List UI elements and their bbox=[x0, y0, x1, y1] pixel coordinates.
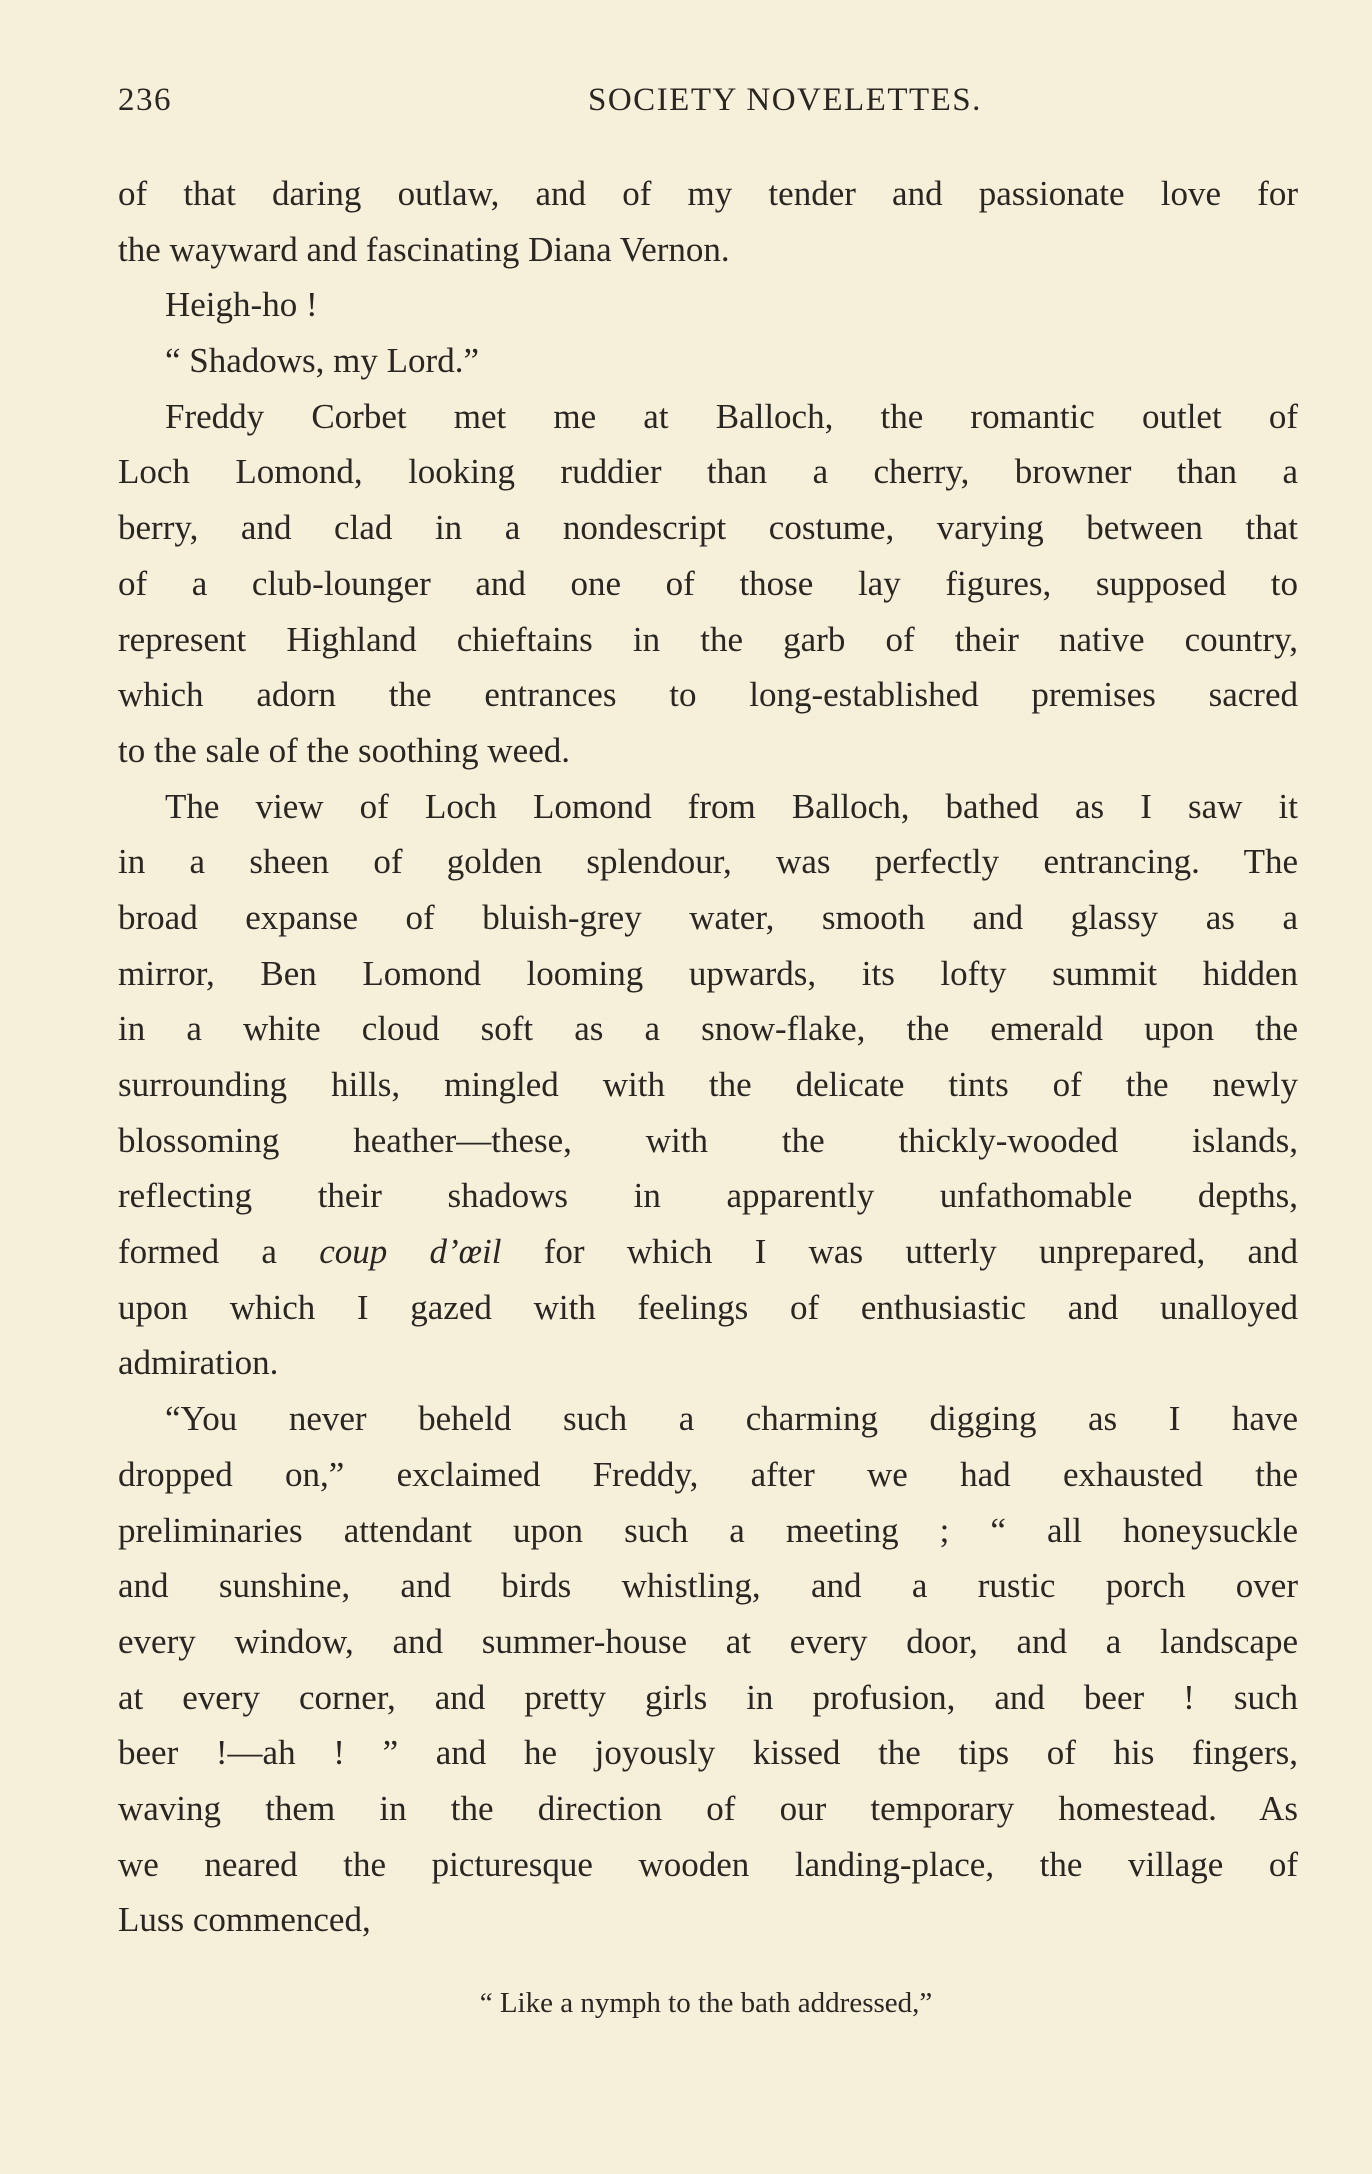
text-line: broad expanse of bluish-grey water, smooth and glassy as a bbox=[118, 897, 1298, 937]
text-line: in a white cloud soft as a snow-flake, the emerald upon the bbox=[118, 1009, 1298, 1049]
text-line: the wayward and fascinating Diana Vernon. bbox=[118, 229, 730, 269]
text-line: beer !—ah ! ” and he joyously kissed the tips of his fingers, bbox=[118, 1733, 1298, 1773]
text-segment: formed a bbox=[118, 1232, 277, 1272]
quotation-text: “ Like a nymph to the bath addressed,” bbox=[479, 1987, 933, 2019]
text-line: preliminaries attendant upon such a meeting ; “ all honeysuckle bbox=[118, 1510, 1298, 1550]
text-line: Loch Lomond, looking ruddier than a cherry, browner than a bbox=[118, 452, 1298, 492]
text-line: and sunshine, and birds whistling, and a rustic porch over bbox=[118, 1566, 1298, 1606]
text-line: surrounding hills, mingled with the delicate tints of the newly bbox=[118, 1065, 1298, 1104]
text-line: “ Shadows, my Lord.” bbox=[165, 341, 479, 381]
text-line: to the sale of the soothing weed. bbox=[118, 730, 570, 770]
text-line: berry, and clad in a nondescript costume, varying between that bbox=[118, 508, 1298, 548]
text-line: blossoming heather—these, with the thickly-wooded islands, bbox=[118, 1120, 1298, 1160]
text-line: every window, and summer-house at every door, and a landscape bbox=[118, 1621, 1298, 1661]
text-line: of that daring outlaw, and of my tender and passionate love for bbox=[118, 174, 1298, 213]
text-line: dropped on,” exclaimed Freddy, after we had exhausted the bbox=[118, 1454, 1298, 1494]
text-line: of a club-lounger and one of those lay figures, supposed to bbox=[118, 563, 1298, 603]
text-line-with-italic bbox=[118, 1224, 1298, 1280]
text-line: reflecting their shadows in apparently unfathomable depths, bbox=[118, 1176, 1298, 1216]
text-line: “You never beheld such a charming digging as I have bbox=[165, 1399, 1298, 1439]
text-line: Heigh-ho ! bbox=[165, 285, 318, 325]
text-line: The view of Loch Lomond from Balloch, bathed as I saw it bbox=[165, 786, 1298, 826]
text-line: which adorn the entrances to long-established premises sacred bbox=[118, 675, 1298, 715]
text-line: Luss commenced, bbox=[118, 1900, 371, 1940]
page-number: 236 bbox=[118, 82, 172, 118]
body-text bbox=[118, 166, 1298, 1948]
running-head: SOCIETY NOVELETTES. bbox=[588, 82, 982, 118]
text-line: admiration. bbox=[118, 1343, 279, 1383]
text-segment: for which I was utterly unprepared, and bbox=[543, 1232, 1298, 1272]
page-header bbox=[118, 82, 1298, 132]
text-line: we neared the picturesque wooden landing-place, the village of bbox=[118, 1844, 1298, 1884]
text-line: represent Highland chieftains in the garb of their native country, bbox=[118, 619, 1298, 659]
text-line: upon which I gazed with feelings of enthusiastic and unalloyed bbox=[118, 1287, 1298, 1327]
text-line: at every corner, and pretty girls in profusion, and beer ! such bbox=[118, 1677, 1298, 1717]
text-line: in a sheen of golden splendour, was perfectly entrancing. The bbox=[118, 842, 1298, 882]
text-line: waving them in the direction of our temporary homestead. As bbox=[118, 1788, 1298, 1828]
italic-phrase: coup d’œil bbox=[319, 1232, 502, 1272]
text-line: Freddy Corbet met me at Balloch, the romantic outlet of bbox=[165, 396, 1298, 436]
text-line: mirror, Ben Lomond looming upwards, its lofty summit hidden bbox=[118, 953, 1298, 993]
verse-quotation bbox=[0, 1987, 1372, 2020]
